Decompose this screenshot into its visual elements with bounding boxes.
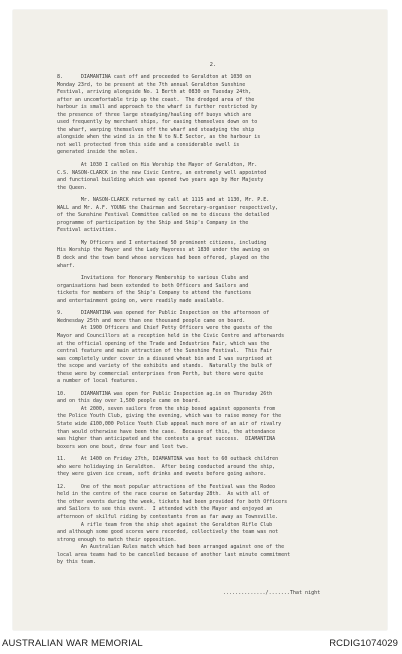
text-line: At 2000, seven sailors from the ship boxed against opponents from xyxy=(57,405,276,412)
text-line: after an uncomfortable trip up the coast. The dredged area of the xyxy=(57,96,255,103)
paragraph xyxy=(57,391,369,451)
text-line: the Police Youth Club, giving the evening, which was to raise money for the xyxy=(57,413,282,420)
text-line: was higher than anticipated and the contests a great success. DIAMANTINA xyxy=(57,436,276,443)
text-line: of the Sunshine Festival Committee called on me to discuss the detailed xyxy=(57,212,270,219)
paragraph-list xyxy=(57,74,369,567)
text-line: Festival, arriving alongside No. 1 Berth at 0830 on Tuesday 24th, xyxy=(57,89,252,96)
text-line: State wide £100,000 Police Youth Club appeal much more of an air of rivalry xyxy=(57,420,282,427)
text-line: An Australian Rules match which had been arranged against one of the xyxy=(57,544,285,551)
text-line: Wednesday 25th and more than one thousand people came on board. xyxy=(57,317,246,324)
text-line: strong enough to match their opposition. xyxy=(57,536,177,543)
text-line: the scope and variety of the exhibits and stands. Naturally the bulk of xyxy=(57,363,273,370)
text-line: they were given ice cream, soft drinks and sweets before going ashore. xyxy=(57,471,267,478)
text-line: held in the centre of the race course on Saturday 28th. As with all of xyxy=(57,491,270,498)
text-line: the other events during the week, tickets had been provided for both Officers xyxy=(57,498,288,505)
page-number: 2. xyxy=(209,62,217,68)
text-line: Mayor and Councillors at a reception held in the Civic Centre and afterwards xyxy=(57,332,285,339)
text-line: At 1030 I called on His Worship the Mayor of Geraldton, Mr. xyxy=(57,162,258,169)
text-line: C.S. NASON-CLARCK in the new Civic Centre, an extremely well appointed xyxy=(57,169,267,176)
text-line: at the official opening of the Trade and Industries Fair, which was the xyxy=(57,340,270,347)
text-line: His Worship the Mayor and the Lady Mayoress at 1830 under the awning on xyxy=(57,247,270,254)
text-line: and Sailors to see this event. I attended with the Mayor and enjoyed an xyxy=(57,506,273,513)
text-line: A rifle team from the ship shot against the Geraldton Rifle Club xyxy=(57,521,273,528)
text-line: local area teams had to be cancelled because of another last minute commitment xyxy=(57,551,291,558)
text-line: At 1900 Officers and Chief Petty Officers were the guests of the xyxy=(57,325,273,332)
paragraph xyxy=(57,484,369,567)
text-line: the Queen. xyxy=(57,184,87,191)
text-line: boxers won one bout, drew four and lost two. xyxy=(57,443,189,450)
text-line: tickets for members of the Ship's Company to attend the functions xyxy=(57,290,252,297)
text-line: Mr. NASON-CLARCK returned my call at 1115 and at 1130, Mr. P.E. xyxy=(57,197,270,204)
paragraph xyxy=(57,275,369,305)
text-line: by this team. xyxy=(57,559,96,566)
text-line: Invitations for Honorary Membership to various Clubs and xyxy=(57,275,249,282)
text-line: the wharf, warping themselves off the wharf and steadying the ship xyxy=(57,126,255,133)
text-line: afternoon of skilful riding by contestants from as far away as Townsville. xyxy=(57,513,279,520)
paragraph xyxy=(57,74,369,157)
source-credit: AUSTRALIAN WAR MEMORIAL xyxy=(2,638,143,649)
text-line: 10. DIAMANTINA was open for Public Inspection ag.in on Thursday 26th xyxy=(57,390,273,397)
paragraph xyxy=(57,197,369,235)
text-line: 9. DIAMANTINA was opened for Public Inspection on the afternoon of xyxy=(57,310,270,317)
text-line: programme of participation by the Ship and Ship's Company in the xyxy=(57,219,249,226)
paragraph xyxy=(57,310,369,385)
document-page xyxy=(13,10,387,630)
text-line: alongside when the wind is in the N to N.E Sector, as the harbour is xyxy=(57,134,261,141)
text-line: 11. At 1400 on Friday 27th, DIAMANTINA was host to 60 outback children xyxy=(57,456,279,463)
text-line: who were holidaying in Geraldton. After being conducted around the ship, xyxy=(57,463,276,470)
text-line: Festival activities. xyxy=(57,227,117,234)
text-line: and although some good scores were recorded, collectively the team was not xyxy=(57,529,279,536)
paragraph xyxy=(57,456,369,479)
text-line: wharf. xyxy=(57,262,75,269)
paragraph xyxy=(57,240,369,270)
text-line: 8. DIAMANTINA cast off and proceeded to Geraldton at 1030 on xyxy=(57,74,252,80)
text-line: used frequently by merchant ships, for easing themselves down on to xyxy=(57,119,258,126)
text-line: My Officers and I entertained 50 prominent citizens, including xyxy=(57,239,267,246)
record-id: RCDIG1074029 xyxy=(329,638,398,649)
paragraph xyxy=(57,162,369,192)
text-line: was completely under cover in a disused wheat bin and I was surprised at xyxy=(57,355,273,362)
text-line: organisations had been extended to both Officers and Sailors and xyxy=(57,282,249,289)
text-line: 12. One of the most popular attractions of the Festival was the Rodeo xyxy=(57,483,276,490)
text-line: and on this day over 1,500 people came on board. xyxy=(57,398,201,405)
text-line: harbour is small and approach to the wharf is further restricted by xyxy=(57,104,258,111)
text-line: these were by commercial enterprises from Perth, but there were quite xyxy=(57,370,264,377)
text-line: and functional building which was opened two years ago by Her Majesty xyxy=(57,177,264,184)
text-line: a number of local features. xyxy=(57,378,138,385)
text-line: WALL and Mr. A.F. YOUNG the Chairman and Secretary-organiser respectively, xyxy=(57,204,279,211)
text-line: Monday 23rd, to be present at the 7th annual Geraldton Sunshine xyxy=(57,81,246,88)
continuation-note: ............../.......That night xyxy=(223,590,321,596)
text-line: the presence of three large steadying/hauling off buoys which are xyxy=(57,111,252,118)
text-line: than would otherwise have been the case. Because of this, the attendance xyxy=(57,428,276,435)
image-caption xyxy=(0,635,402,654)
text-line: generated inside the moles. xyxy=(57,149,138,156)
text-line: B deck and the town band whose services had been offered, played on the xyxy=(57,255,270,262)
text-line: and entertainment going on, were readily made available. xyxy=(57,297,225,304)
text-line: central feature and main attraction of the Sunshine Festival. This Fair xyxy=(57,348,273,355)
text-line: not well protected from this side and a considerable swell is xyxy=(57,141,240,148)
